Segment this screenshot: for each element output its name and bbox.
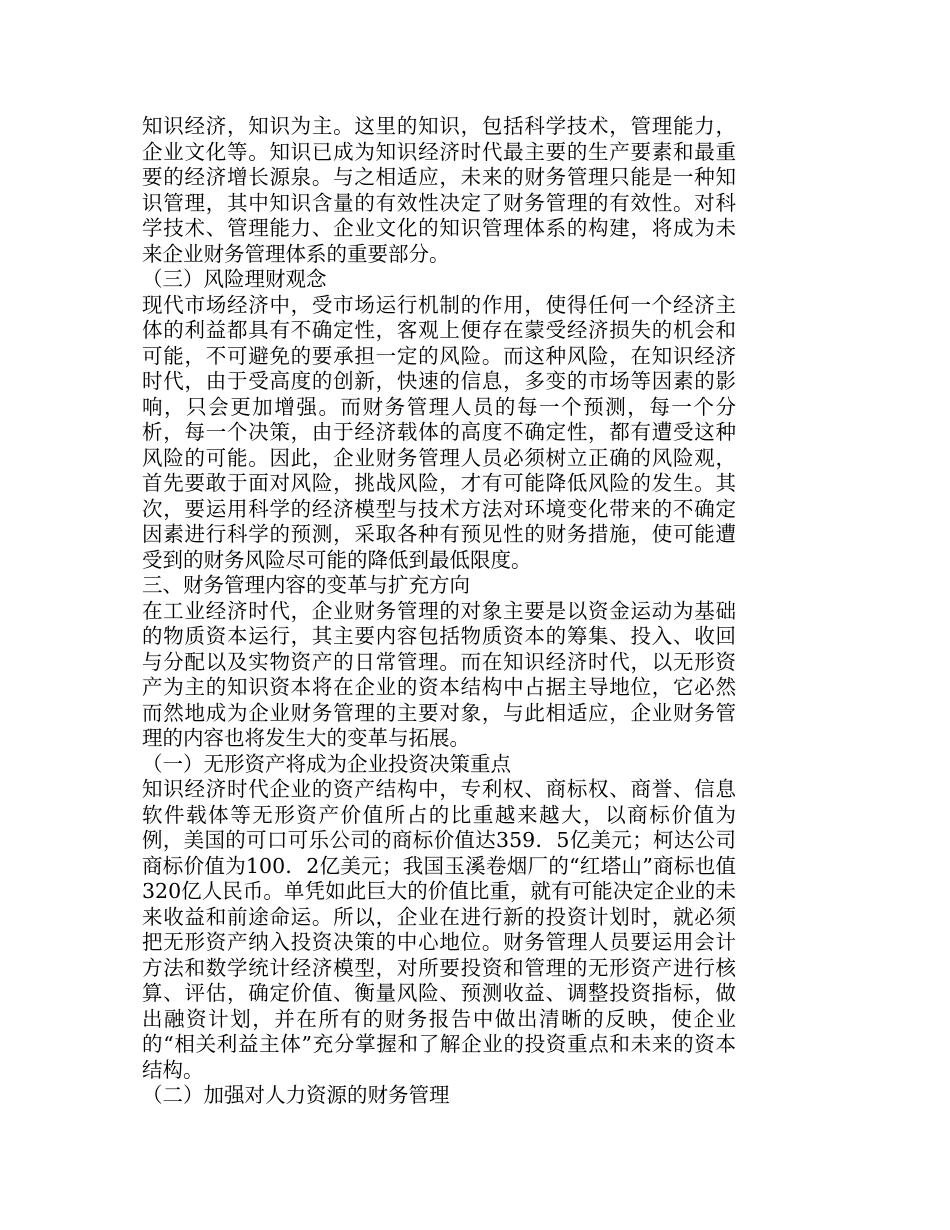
document-page	[142, 114, 736, 1109]
body-paragraph: 知识经济时代企业的资产结构中，专利权、商标权、商誉、信息软件载体等无形资产价值所占的比重越来越大，以商标价值为例，美国的可口可乐公司的商标价值达359．5亿美元；柯达公司商标价值为100．2亿美元；我国玉溪卷烟厂的“红塔山”商标也值320亿人民币。单凭如此巨大的价值比重，就有可能决定企业的未来收益和前途命运。所以，企业在进行新的投资计划时，就必须把无形资产纳入投资决策的中心地位。财务管理人员要运用会计方法和数学统计经济模型，对所要投资和管理的无形资产进行核算、评估，确定价值、衡量风险、预测收益、调整投资指标，做出融资计划，并在所有的财务报告中做出清晰的反映，使企业的“相关利益主体”充分掌握和了解企业的投资重点和未来的资本结构。	[142, 777, 736, 1082]
body-paragraph: 知识经济，知识为主。这里的知识，包括科学技术，管理能力，企业文化等。知识已成为知识经济时代最主要的生产要素和最重要的经济增长源泉。与之相适应，未来的财务管理只能是一种知识管理，其中知识含量的有效性决定了财务管理的有效性。对科学技术、管理能力、企业文化的知识管理体系的构建，将成为未来企业财务管理体系的重要部分。	[142, 114, 736, 266]
body-paragraph: 现代市场经济中，受市场运行机制的作用，使得任何一个经济主体的利益都具有不确定性，客观上便存在蒙受经济损失的机会和可能，不可避免的要承担一定的风险。而这种风险，在知识经济时代，由于受高度的创新，快速的信息，多变的市场等因素的影响，只会更加增强。而财务管理人员的每一个预测，每一个分析，每一个决策，由于经济载体的高度不确定性，都有遭受这种风险的可能。因此，企业财务管理人员必须树立正确的风险观，首先要敢于面对风险，挑战风险，才有可能降低风险的发生。其次，要运用科学的经济模型与技术方法对环境变化带来的不确定因素进行科学的预测，采取各种有预见性的财务措施，使可能遭受到的财务风险尽可能的降低到最低限度。	[142, 292, 736, 572]
section-heading: （一）无形资产将成为企业投资决策重点	[142, 751, 511, 776]
section-heading: （三）风险理财观念	[142, 267, 327, 291]
section-heading: （二）加强对人力资源的财务管理	[142, 1083, 450, 1107]
body-paragraph: 在工业经济时代，企业财务管理的对象主要是以资金运动为基础的物质资本运行，其主要内容包括物质资本的筹集、投入、收回与分配以及实物资产的日常管理。而在知识经济时代，以无形资产为主的知识资本将在企业的资本结构中占据主导地位，它必然而然地成为企业财务管理的主要对象，与此相适应，企业财务管理的内容也将发生大的变革与拓展。	[142, 598, 736, 750]
section-heading: 三、财务管理内容的变革与扩充方向	[142, 573, 470, 597]
